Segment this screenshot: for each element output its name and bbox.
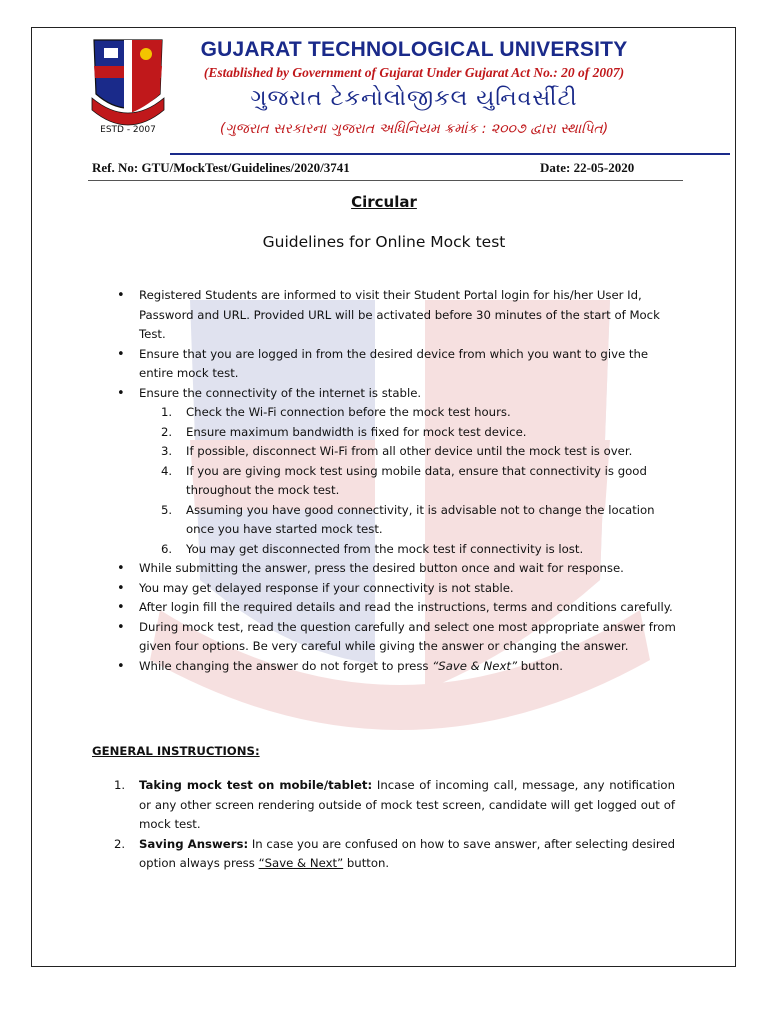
list-item [114,776,675,835]
general-instructions-heading: GENERAL INSTRUCTIONS: [92,744,260,758]
header-rule [170,153,730,155]
guidelines-list [117,286,677,676]
item-text: Incase of incoming call, message, any notification or any other screen rendering outside of mock test screen, candidate will get logged out of mock test. [139,778,675,831]
item-number: 5. [161,502,173,517]
item-number: 1. [114,778,126,792]
list-item: • Ensure that you are logged in from the desired device from which you want to give the entire mock test. [117,345,677,384]
sublist-item [139,540,677,560]
item-number: 2. [114,836,126,851]
document-title: Circular [351,193,417,211]
list-item [114,835,675,874]
reference-number: Ref. No: GTU/MockTest/Guidelines/2020/3741 [92,160,350,175]
item-text: If possible, disconnect Wi-Fi from all other device until the mock test is over. [186,444,633,458]
item-text: In case you are confused on how to save answer, after selecting desired option always press [139,836,675,870]
item-text: Ensure maximum bandwidth is fixed for mock test device. [186,424,527,439]
item-text: You may get disconnected from the mock test if connectivity is lost. [186,541,584,556]
item-label: Saving Answers: [139,836,249,851]
item-number: 4. [161,463,173,478]
item-text: button. [343,856,390,870]
item-number: 2. [161,424,173,439]
sublist-item [139,501,677,540]
sublist-item [139,423,677,443]
university-logo [90,36,166,136]
item-text: If you are giving mock test using mobile data, ensure that connectivity is good throughout the mock test. [186,463,647,497]
connectivity-sublist [139,403,677,559]
list-item: • While submitting the answer, press the desired button once and wait for response. [117,559,677,579]
university-name-english: GUJARAT TECHNOLOGICAL UNIVERSITY [200,38,628,61]
list-item: • You may get delayed response if your connectivity is not stable. [117,579,677,599]
list-item-text: Ensure the connectivity of the internet is stable. [139,385,422,400]
general-instructions-list [114,776,675,874]
sublist-item [139,442,677,462]
established-english: (Established by Government of Gujarat Under Gujarat Act No.: 20 of 2007) [203,65,625,80]
list-item [117,657,677,677]
item-text: Check the Wi-Fi connection before the mock test hours. [186,405,511,419]
sublist-item [139,462,677,501]
item-number: 3. [161,444,173,458]
item-number: 6. [161,541,173,556]
save-next-emphasis: “Save & Next” [432,658,517,673]
established-gujarati: (ગુજરાત સરકારના ગુજરાત અધિનિયમ ક્રમાંક : ૨૦૦૭ દ્વારા સ્થાપિત) [219,121,609,137]
circular-date: Date: 22-05-2020 [540,160,635,175]
ref-rule [88,180,683,181]
item-text: Assuming you have good connectivity, it is advisable not to change the location once you have started mock test. [186,502,655,536]
university-name-gujarati: ગુજરાત ટેકનોલોજીકલ યુનિવર્સીટી [250,86,578,111]
sublist-item [139,403,677,423]
item-text: button. [517,658,563,673]
item-label: Taking mock test on mobile/tablet: [139,778,373,792]
item-number: 1. [161,405,173,419]
list-item: • Registered Students are informed to visit their Student Portal login for his/her User Id, Password and URL. Provided URL will be activated before 30 minutes of the start of Mock Test. [117,286,677,345]
list-item: • During mock test, read the question carefully and select one most appropriate answer from given four options. Be very careful while giving the answer or changing the answer. [117,618,677,657]
item-text: While changing the answer do not forget to press [139,658,433,673]
logo-estd-text: ESTD - 2007 [100,125,156,135]
save-next-emphasis: “Save & Next” [258,856,344,870]
list-item [117,384,677,560]
document-subtitle: Guidelines for Online Mock test [262,233,506,251]
list-item: • After login fill the required details and read the instructions, terms and conditions carefully. [117,598,677,618]
